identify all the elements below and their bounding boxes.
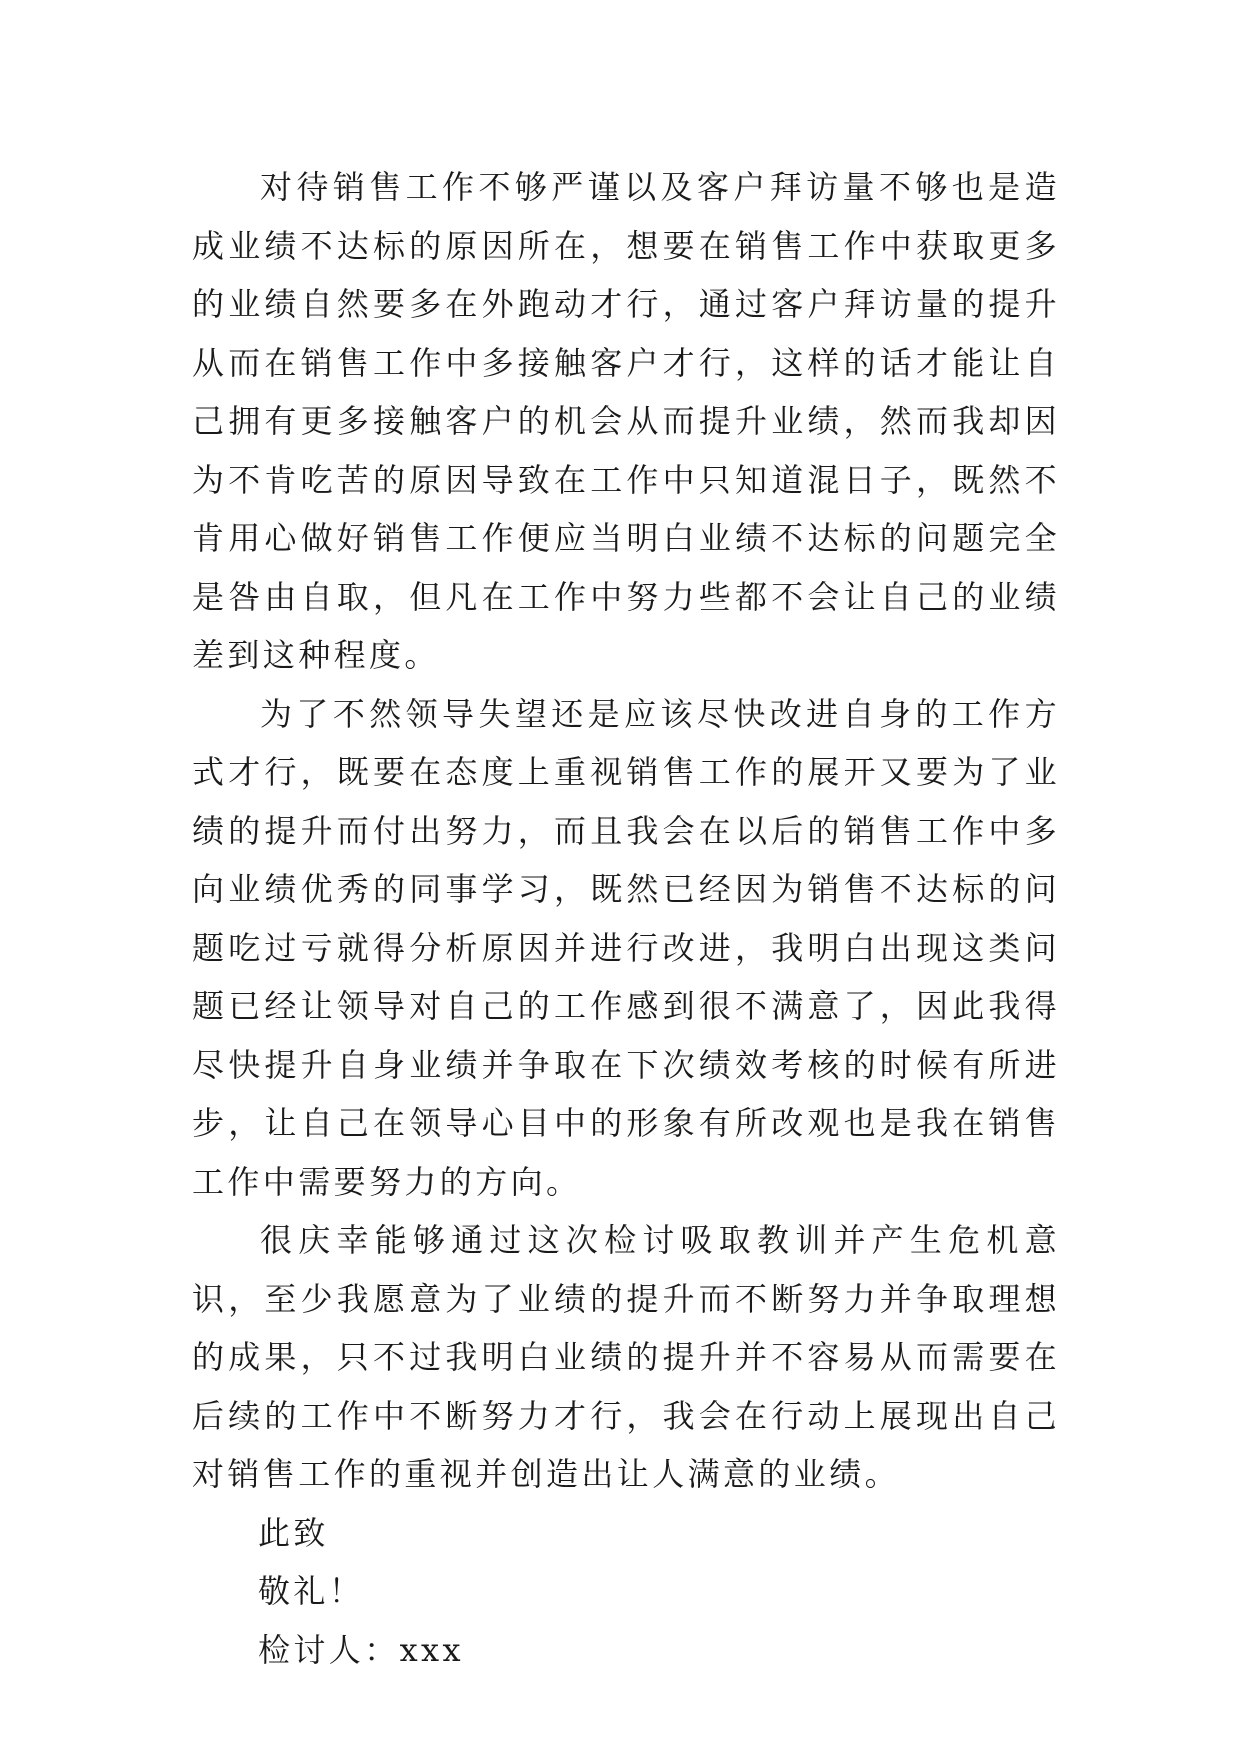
paragraph-3: 很庆幸能够通过这次检讨吸取教训并产生危机意识，至少我愿意为了业绩的提升而不断努力并争取理想的成果，只不过我明白业绩的提升并不容易从而需要在后续的工作中不断努力才行，我会在行动上展现出自己对销售工作的重视并创造出让人满意的业绩。 <box>192 1221 1060 1493</box>
closing-salutation: 此致 <box>258 1513 329 1552</box>
signature-line: 检讨人：xxx <box>258 1630 464 1669</box>
closing-regards: 敬礼！ <box>258 1572 365 1610</box>
paragraph-2: 为了不然领导失望还是应该尽快改进自身的工作方式才行，既要在态度上重视销售工作的展开又要为了业绩的提升而付出努力，而且我会在以后的销售工作中多向业绩优秀的同事学习，既然已经因为销售不达标的问题吃过亏就得分析原因并进行改进，我明白出现这类问题已经让领导对自己的工作感到很不满意了，因此我得尽快提升自身业绩并争取在下次绩效考核的时候有所进步，让自己在领导心目中的形象有所改观也是我在销售工作中需要努力的方向。 <box>192 694 1060 1201</box>
document-body <box>192 158 1060 1679</box>
paragraph-1: 对待销售工作不够严谨以及客户拜访量不够也是造成业绩不达标的原因所在，想要在销售工作中获取更多的业绩自然要多在外跑动才行，通过客户拜访量的提升从而在销售工作中多接触客户才行，这样的话才能让自己拥有更多接触客户的机会从而提升业绩，然而我却因为不肯吃苦的原因导致在工作中只知道混日子，既然不肯用心做好销售工作便应当明白业绩不达标的问题完全是咎由自取，但凡在工作中努力些都不会让自己的业绩差到这种程度。 <box>192 168 1060 674</box>
